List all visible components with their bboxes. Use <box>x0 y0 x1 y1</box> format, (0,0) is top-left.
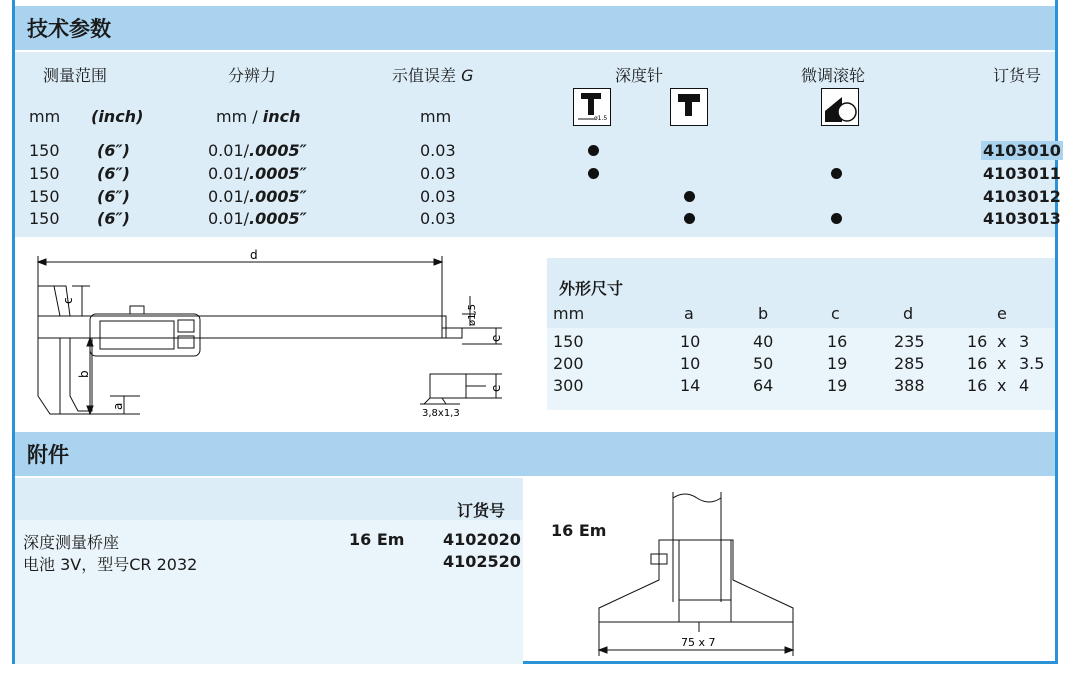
header-order: 订货号 <box>993 66 1042 85</box>
header-range: 测量范围 <box>43 66 108 85</box>
document-frame <box>12 0 1061 664</box>
depth-round-dot <box>588 168 599 179</box>
fine-wheel-dot <box>831 168 842 179</box>
bridge-dim-label: 75 x 7 <box>681 636 716 649</box>
unit-resolution: mm / inch <box>216 107 301 126</box>
acc-order-header: 订货号 <box>457 501 506 520</box>
unit-inch: (inch) <box>91 107 144 126</box>
header-resolution: 分辨力 <box>228 66 277 85</box>
dims-title: 外形尺寸 <box>559 279 624 298</box>
dim-d-label: d <box>250 248 258 262</box>
accessories-section-header <box>15 432 1055 476</box>
depth-rod-flat-icon <box>670 88 708 126</box>
depth-flat-dot <box>684 213 695 224</box>
unit-error-mm: mm <box>420 107 452 126</box>
dimensions-table: 外形尺寸 mm a b c d e 150 10 40 16 235 16 x 3 200 10 50 19 285 16 x 3.5 300 14 64 19 388 16 x 4 <box>547 258 1055 410</box>
accessories-table: 订货号 深度测量桥座 16 Em 4102020 电池 3V，型号CR 2032 4102520 <box>15 478 523 664</box>
svg-text:ø1.5: ø1.5 <box>594 115 608 122</box>
header-depth: 深度针 <box>615 66 664 85</box>
order-number-highlighted[interactable]: 4103010 <box>983 141 1061 160</box>
probe-size-label: 3,8x1,3 <box>422 408 460 419</box>
fine-wheel-dot <box>831 213 842 224</box>
caliper-drawing <box>30 246 510 428</box>
depth-round-dot <box>588 145 599 156</box>
acc-drawing-label: 16 Em <box>551 521 607 540</box>
tech-table: 测量范围 分辨力 示值误差 G 深度针 微调滚轮 订货号 mm (inch) mm / inch mm ø1.5 150 (6″) 0.01/.0005″ 0.03 4103010 150 (6″) 0.01/.0005″ 0.03 4103011 150 (6″) 0.01/.0005″ 0.03 4103012 150 (6″) 0.01/.0005″ 0.03 4103013 <box>15 52 1055 237</box>
unit-mm: mm <box>29 107 61 126</box>
dim-b-label: b <box>77 370 91 378</box>
header-error: 示值误差 G <box>392 66 474 85</box>
tech-section-header <box>15 6 1055 50</box>
depth-rod-round-icon <box>573 88 611 126</box>
depth-bridge-drawing <box>595 490 805 662</box>
accessories-title: 附件 <box>27 443 69 467</box>
fine-adjust-wheel-icon <box>821 88 859 126</box>
dim-c-label: c <box>61 297 75 304</box>
header-fine: 微调滚轮 <box>801 66 866 85</box>
dim-e2-label: e <box>489 384 503 392</box>
tech-title: 技术参数 <box>27 17 111 41</box>
depth-flat-dot <box>684 191 695 202</box>
dim-a-label: a <box>111 402 125 410</box>
dim-e-label: e <box>489 334 503 342</box>
dim-phi-label: ø1,5 <box>467 303 478 326</box>
